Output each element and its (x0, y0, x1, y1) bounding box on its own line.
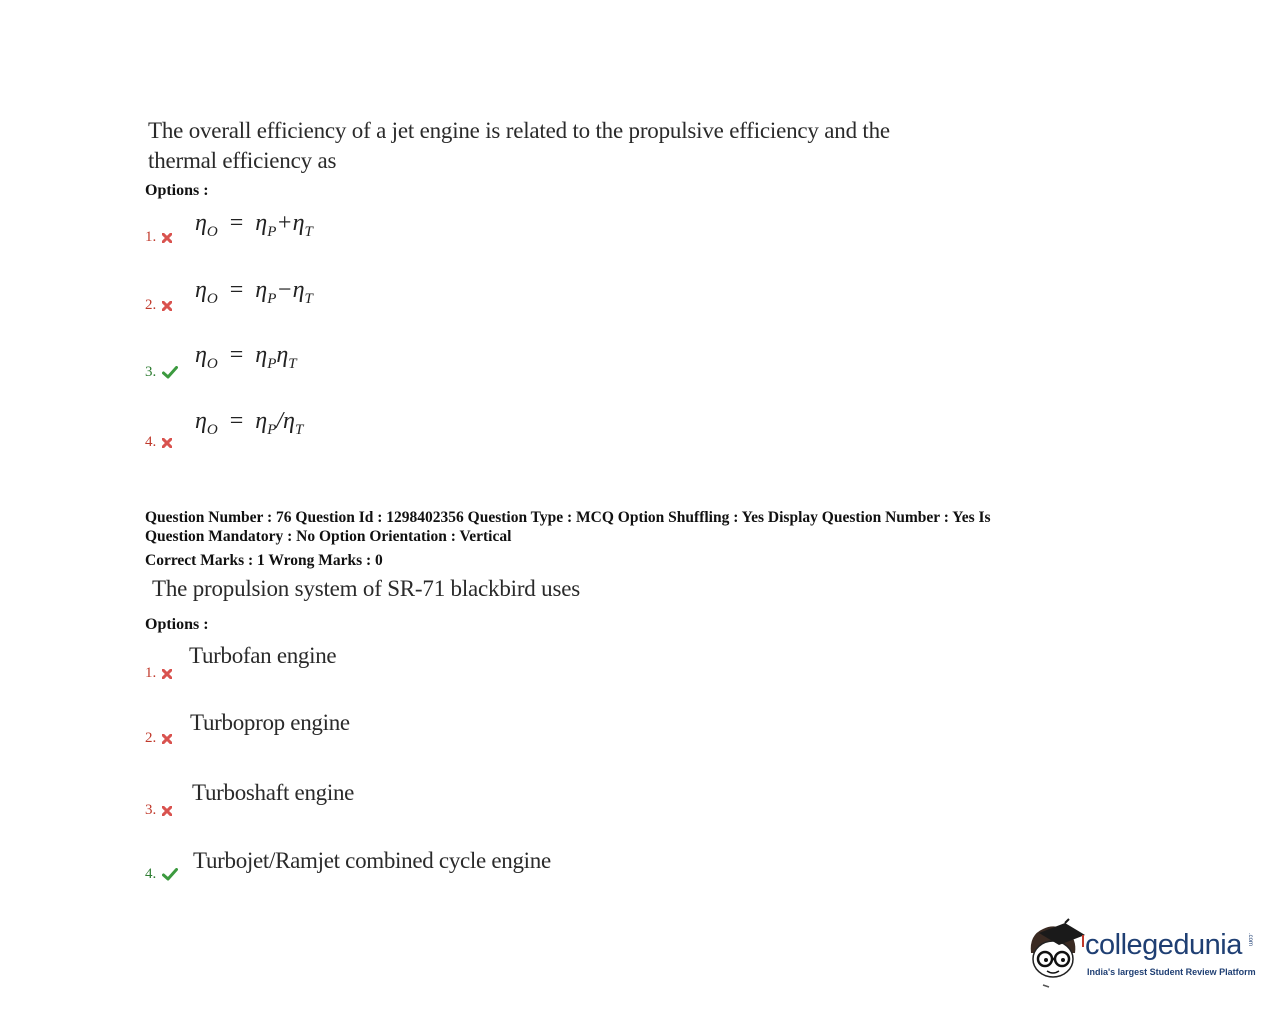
option-formula: $\eta_O = \eta_P+\eta_T$ (195, 210, 313, 240)
option-number: 1. (145, 229, 172, 246)
collegedunia-logo (1025, 915, 1260, 990)
option-text: Turboprop engine (190, 710, 350, 735)
marks-line: Correct Marks : 1 Wrong Marks : 0 (145, 552, 383, 569)
question-meta-line2: Question Mandatory : No Option Orientation : Vertical (145, 528, 512, 545)
question-meta-line1: Question Number : 76 Question Id : 1298402356 Question Type : MCQ Option Shuffling : Yes Display Question Number : Yes Is (145, 509, 991, 526)
check-icon (162, 868, 178, 881)
cross-icon (162, 806, 172, 816)
mascot-icon (1025, 915, 1087, 990)
option-number: 4. (145, 866, 178, 883)
option-number: 1. (145, 665, 172, 682)
option-number: 2. (145, 730, 172, 747)
cross-icon (162, 301, 172, 311)
cross-icon (162, 669, 172, 679)
option-formula: $\eta_O = \eta_P-\eta_T$ (195, 277, 313, 307)
question-text-line1: The overall efficiency of a jet engine is related to the propulsive efficiency and the (148, 118, 890, 143)
option-formula: $\eta_O = \eta_P\eta_T$ (195, 342, 297, 372)
option-formula: $\eta_O = \eta_P/\eta_T$ (195, 408, 304, 438)
option-text: Turbojet/Ramjet combined cycle engine (193, 848, 551, 873)
question-text-line2: thermal efficiency as (148, 148, 337, 173)
option-text: Turbofan engine (189, 643, 337, 668)
brand-name: collegedunia (1085, 929, 1242, 961)
brand-suffix: .com (1247, 933, 1253, 947)
cross-icon (162, 734, 172, 744)
option-number: 2. (145, 297, 172, 314)
question-text: The propulsion system of SR-71 blackbird uses (152, 576, 580, 601)
options-label: Options : (145, 616, 209, 633)
cross-icon (162, 438, 172, 448)
cross-icon (162, 233, 172, 243)
option-number: 4. (145, 434, 172, 451)
option-text: Turboshaft engine (192, 780, 355, 805)
options-label: Options : (145, 182, 209, 199)
option-number: 3. (145, 364, 178, 381)
check-icon (162, 366, 178, 379)
brand-tagline: India's largest Student Review Platform (1087, 967, 1256, 977)
option-number: 3. (145, 802, 172, 819)
